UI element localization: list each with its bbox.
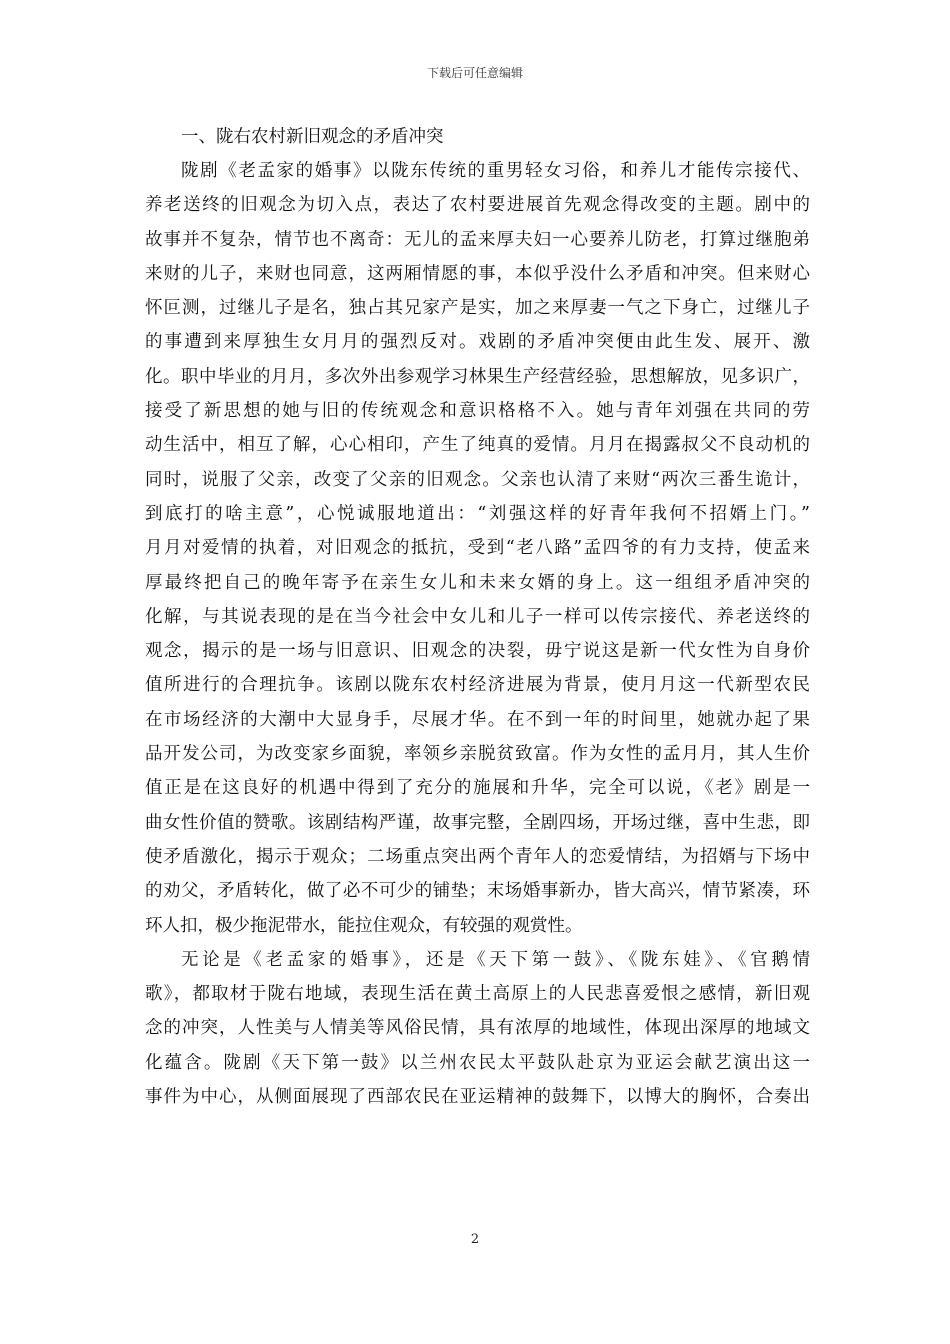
page-number: 2 (470, 1232, 480, 1247)
text-line: 事件为中心，从侧面展现了西部农民在亚运精神的鼓舞下，以博大的胸怀，合奏出 (145, 1087, 810, 1108)
text-line: 接受了新思想的她与旧的传统观念和意识格格不入。她与青年刘强在共同的劳 (145, 401, 810, 422)
text-line: 观念，揭示的是一场与旧意识、旧观念的决裂，毋宁说这是新一代女性为自身价 (145, 641, 810, 662)
text-line: 陇剧《老孟家的婚事》以陇东传统的重男轻女习俗，和养儿才能传宗接代、 (181, 161, 810, 181)
paragraph-1 (145, 154, 810, 943)
text-line: 化蕴含。陇剧《天下第一鼓》以兰州农民太平鼓队赴京为亚运会献艺演出这一 (145, 1052, 810, 1073)
text-line: 厚最终把自己的晚年寄予在亲生女儿和未来女婿的身上。这一组组矛盾冲突的 (145, 572, 810, 593)
text-line: 故事并不复杂，情节也不离奇：无儿的孟来厚夫妇一心要养儿防老，打算过继胞弟 (145, 229, 810, 250)
text-line: 到底打的啥主意”，心悦诚服地道出：“刘强这样的好青年我何不招婿上门。” (145, 503, 810, 524)
text-line: 来财的儿子，来财也同意，这两厢情愿的事，本似乎没什么矛盾和冲突。但来财心 (145, 263, 810, 284)
text-line: 念的冲突，人性美与人情美等风俗民情，具有浓厚的地域性，体现出深厚的地域文 (145, 1018, 810, 1039)
text-line: 动生活中，相互了解，心心相印，产生了纯真的爱情。月月在揭露叔父不良动机的 (145, 435, 810, 456)
text-line: 值正是在这良好的机遇中得到了充分的施展和升华，完全可以说，《老》剧是一 (145, 778, 810, 799)
text-line: 曲女性价值的赞歌。该剧结构严谨，故事完整，全剧四场，开场过继，喜中生悲，即 (145, 812, 810, 833)
text-line: 在市场经济的大潮中大显身手，尽展才华。在不到一年的时间里，她就办起了果 (145, 709, 810, 730)
text-line: 怀叵测，过继儿子是名，独占其兄家产是实，加之来厚妻一气之下身亡，过继儿子 (145, 298, 810, 319)
text-line: 的事遭到来厚独生女月月的强烈反对。戏剧的矛盾冲突便由此生发、展开、激 (145, 332, 810, 353)
paragraph-2 (145, 943, 810, 1114)
text-line: 歌》，都取材于陇右地域，表现生活在黄土高原上的人民悲喜爱恨之感情，新旧观 (145, 984, 810, 1005)
text-line: 月月对爱情的执着，对旧观念的抵抗，受到“老八路”孟四爷的有力支持，使孟来 (145, 538, 810, 559)
page-header: 下载后可任意编辑 (426, 66, 523, 80)
section-heading: 一、陇右农村新旧观念的矛盾冲突 (181, 127, 444, 147)
text-line: 环人扣，极少拖泥带水，能拉住观众，有较强的观赏性。 (145, 915, 583, 936)
text-line: 使矛盾激化，揭示于观众；二场重点突出两个青年人的恋爱情结，为招婿与下场中 (145, 846, 810, 867)
text-line: 无论是《老孟家的婚事》，还是《天下第一鼓》、《陇东娃》、《官鹅情 (181, 949, 810, 970)
text-line: 的劝父，矛盾转化，做了必不可少的铺垫；末场婚事新办，皆大高兴，情节紧凑，环 (145, 881, 810, 902)
text-line: 值所进行的合理抗争。该剧以陇东农村经济进展为背景，使月月这一代新型农民 (145, 675, 810, 696)
text-line: 养老送终的旧观念为切入点，表达了农村要进展首先观念得改变的主题。剧中的 (145, 195, 810, 216)
text-line: 品开发公司，为改变家乡面貌，率领乡亲脱贫致富。作为女性的孟月月，其人生价 (145, 744, 810, 765)
text-line: 化解，与其说表现的是在当今社会中女儿和儿子一样可以传宗接代、养老送终的 (145, 606, 810, 627)
text-line: 化。职中毕业的月月，多次外出参观学习林果生产经营经验，思想解放，见多识广， (145, 366, 810, 387)
page-content (145, 120, 810, 1114)
text-line: 同时，说服了父亲，改变了父亲的旧观念。父亲也认清了来财“两次三番生诡计， (145, 469, 810, 490)
